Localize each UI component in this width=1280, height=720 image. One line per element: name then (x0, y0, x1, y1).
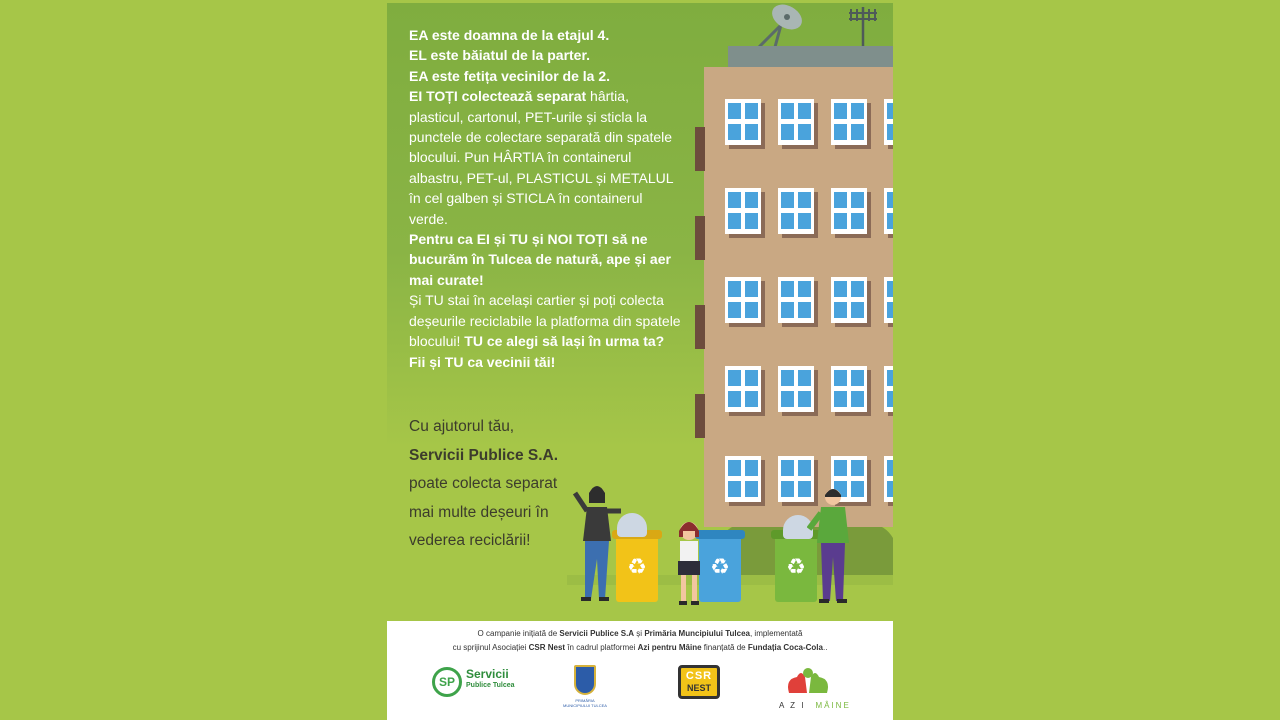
balcony (695, 127, 705, 171)
campaign-message (409, 25, 684, 372)
window (725, 366, 761, 412)
campaign-credits (397, 627, 883, 655)
campaign-poster (387, 3, 893, 720)
recycle-icon: ♻ (627, 555, 647, 580)
credits-funder: Fundația Coca-Cola (747, 643, 823, 652)
support-line-3: poate colecta separat (409, 475, 558, 493)
trash-bag (617, 513, 647, 537)
credits-org-primaria: Primăria Muncipiului Tulcea (644, 629, 750, 638)
azi-pentru-maine-logo (779, 665, 851, 715)
window (831, 99, 867, 145)
message-line-1: EA este doamna de la etajul 4. (409, 27, 610, 43)
window (725, 99, 761, 145)
csr-logo-text: CSR (685, 670, 713, 682)
sp-logo-subtitle: Publice Tulcea (466, 682, 515, 689)
message-closing: Fii și TU ca vecinii tăi! (409, 353, 556, 370)
window (884, 456, 893, 502)
yellow-recycling-bin (616, 536, 658, 602)
message-paragraph-2-bold: Pentru ca EI și TU și NOI TOȚI să ne bucurăm în Tulcea de natură, ape și aer mai curate! (409, 231, 671, 288)
window (778, 366, 814, 412)
message-paragraph-1-bold: EI TOȚI colectează separat (409, 88, 587, 105)
credits-org-servicii: Servicii Publice S.A (559, 629, 635, 638)
message-line-3: EA este fetița vecinilor de la 2. (409, 67, 611, 84)
credits-text: cu sprijinul Asociației (452, 643, 529, 652)
window (831, 366, 867, 412)
window (884, 277, 893, 323)
credits-platform: Azi pentru Mâine (637, 643, 702, 652)
window (884, 188, 893, 234)
nest-logo-text: NEST (686, 683, 711, 693)
credits-org-csr: CSR Nest (528, 643, 566, 652)
csr-nest-logo (678, 665, 720, 701)
man-figure (807, 485, 857, 607)
coat-of-arms-icon (574, 665, 596, 695)
window (831, 277, 867, 323)
window (725, 188, 761, 234)
csr-nest-mark (678, 665, 720, 699)
support-line-4: mai multe deșeuri în (409, 503, 549, 521)
recycle-icon: ♻ (786, 555, 806, 580)
sp-logo-title: Servicii (466, 667, 509, 681)
balcony (695, 394, 705, 438)
recycle-icon: ♻ (710, 555, 730, 580)
window (725, 277, 761, 323)
balcony (695, 216, 705, 260)
window (778, 99, 814, 145)
servicii-publice-logo (432, 665, 522, 701)
window (725, 456, 761, 502)
credits-text: și (634, 629, 645, 638)
credits-text: , implementată (749, 629, 803, 638)
support-company-name: Servicii Publice S.A. (409, 446, 559, 464)
credits-text: .. (822, 643, 828, 652)
footer-credits (387, 621, 893, 720)
support-message (409, 413, 609, 556)
antenna-icon (845, 3, 881, 47)
credits-text: finanțată de (701, 643, 748, 652)
primaria-logo-text: PRIMĂRIA MUNICIPIULUI TULCEA (563, 698, 607, 708)
azi-logo-text (779, 701, 849, 710)
azi-word: A Z I (779, 701, 806, 710)
sp-mark-icon: SP (432, 667, 462, 697)
window (778, 188, 814, 234)
window (884, 99, 893, 145)
window (778, 277, 814, 323)
credits-text: în cadrul platformei (565, 643, 638, 652)
message-paragraph-3-bold: TU ce alegi să lași în urma ta? (460, 333, 665, 350)
maine-word: MÂINE (815, 701, 851, 710)
message-paragraph-1: hârtia, plasticul, cartonul, PET-urile și sticla la punctele de colectare separată din spatele blocului. Pun HÂRTIA în containerul albastru, PET-ul, PLASTICUL și METALUL în cel galben și STICLA în containerul verde. (409, 88, 674, 227)
message-paragraph-3: Și TU stai în același cartier și poți colecta deșeurile reciclabile la platforma din spatele blocului! (409, 292, 681, 350)
girl-figure (669, 517, 709, 607)
message-line-2: EL este băiatul de la parter. (409, 47, 591, 64)
balcony (695, 305, 705, 349)
credits-text: O campanie inițiată de (477, 629, 560, 638)
support-line-5: vederea reciclării! (409, 532, 531, 550)
window (831, 188, 867, 234)
primaria-tulcea-logo (562, 665, 608, 715)
hands-icon (785, 665, 831, 695)
window (884, 366, 893, 412)
satellite-dish-icon (751, 3, 811, 49)
building-roof (728, 46, 893, 68)
support-line-1: Cu ajutorul tău, (409, 418, 515, 435)
poster-illustration-area (387, 3, 893, 621)
